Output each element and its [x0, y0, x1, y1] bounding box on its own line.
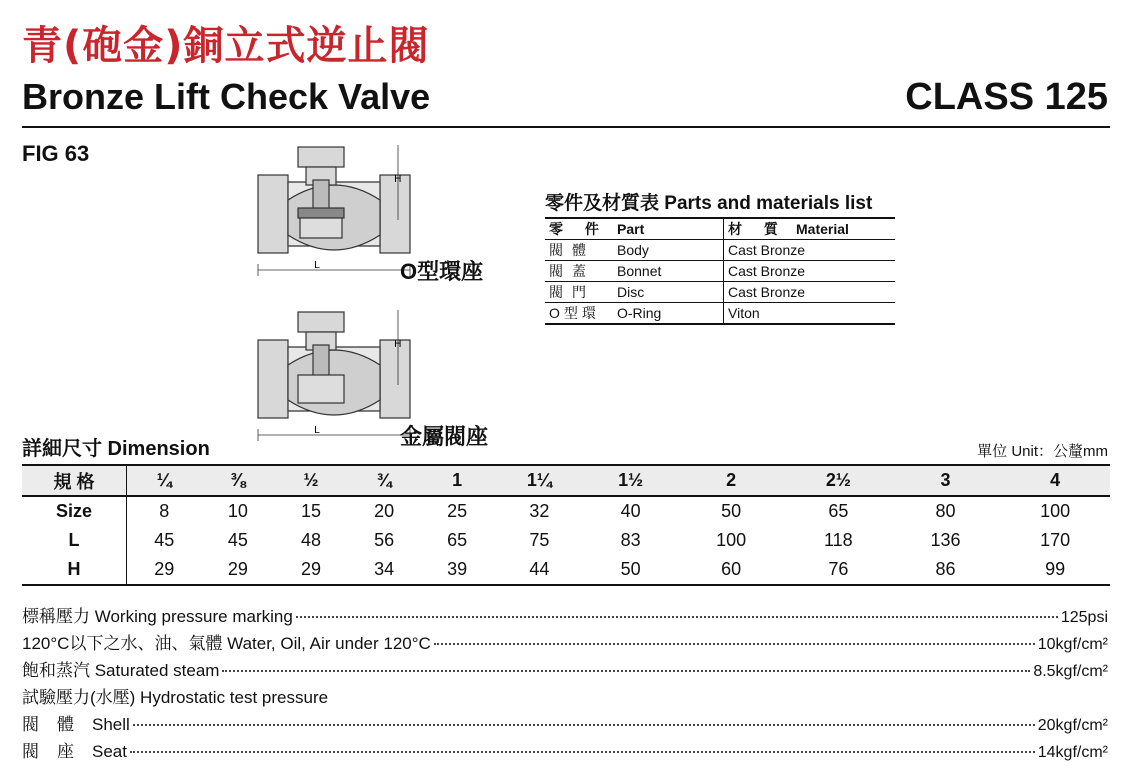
material-cell: Cast Bronze	[724, 282, 896, 303]
spec-value: 14kgf/cm²	[1037, 744, 1108, 761]
size-inch: 1¼	[494, 465, 585, 496]
spec-header: 規 格	[22, 465, 127, 496]
dimension-cell: 29	[127, 555, 202, 585]
dim-h-label: H	[394, 339, 402, 350]
dimension-row-size	[22, 496, 1110, 526]
spec-saturated-steam	[22, 656, 1108, 681]
spec-value: 125psi	[1060, 609, 1108, 626]
dimension-cell: 48	[301, 530, 322, 550]
spec-label: Seat	[92, 742, 127, 761]
material-cell: Cast Bronze	[724, 261, 896, 282]
header-rule	[22, 126, 1110, 128]
dimension-cell: 50	[585, 555, 676, 585]
dimension-cell: 56	[374, 530, 395, 550]
dimension-table	[22, 464, 1110, 586]
dimension-cell: 118	[823, 530, 853, 550]
parts-row	[545, 282, 895, 303]
dimension-cell: 10	[227, 501, 248, 521]
spec-water-oil-air	[22, 629, 1108, 654]
leader-dots	[434, 643, 1035, 645]
size-inch: ½	[274, 465, 347, 496]
leader-dots	[222, 670, 1030, 672]
dimension-cell: 34	[348, 555, 421, 585]
title-chinese: 青(砲金)銅立式逆止閥	[22, 23, 430, 69]
parts-row	[545, 240, 895, 261]
valve-drawing-oring	[250, 140, 420, 295]
size-inch: 2½	[786, 465, 891, 496]
spec-hydrostatic-test	[22, 683, 1108, 708]
dimension-cell: 29	[274, 555, 347, 585]
part-cell: O型環 O-Ring	[545, 303, 724, 325]
dimension-cell: 75	[529, 530, 550, 550]
row-label: L	[22, 526, 127, 555]
dimension-cell: 39	[421, 555, 494, 585]
dimension-cell: 60	[676, 555, 786, 585]
unit-label: 單位 Unit：公釐mm	[977, 443, 1108, 460]
leader-dots	[133, 724, 1035, 726]
size-inch: 3	[891, 465, 1001, 496]
size-inch: 4	[1000, 465, 1110, 496]
material-header: 材 質 Material	[724, 219, 896, 240]
dimension-cell: 45	[227, 530, 248, 550]
dimension-cell: 65	[447, 530, 468, 550]
metal-seat-label: 金屬閥座	[400, 424, 489, 449]
dimension-header-row	[22, 465, 1110, 496]
dimension-cell: 80	[935, 501, 956, 521]
size-inch: 2	[676, 465, 786, 496]
spec-value: 10kgf/cm²	[1037, 636, 1108, 653]
part-cell: 閥蓋 Bonnet	[545, 261, 724, 282]
dimension-cell: 8	[159, 501, 170, 521]
size-inch: 1½	[585, 465, 676, 496]
dimension-cell: 76	[786, 555, 891, 585]
spec-label: Shell	[92, 715, 130, 734]
part-header: 零 件 Part	[545, 219, 724, 240]
dimension-cell: 100	[716, 530, 747, 550]
dimension-cell: 170	[1040, 530, 1071, 550]
dimension-cell: 86	[891, 555, 1001, 585]
dimension-cell: 99	[1000, 555, 1110, 585]
valve-drawing-metal	[250, 305, 420, 460]
dimension-row-h	[22, 555, 1110, 585]
size-inch: 1	[421, 465, 494, 496]
parts-header-row	[545, 219, 895, 240]
dimension-row-l	[22, 526, 1110, 555]
parts-row	[545, 261, 895, 282]
dimension-label: 詳細尺寸 Dimension	[22, 438, 210, 460]
dimension-cell: 20	[374, 501, 395, 521]
parts-table-title: 零件及材質表 Parts and materials list	[545, 188, 895, 219]
dim-l-label: L	[314, 425, 320, 436]
spec-value: 20kgf/cm²	[1037, 717, 1108, 734]
size-inch: ¼	[127, 465, 202, 496]
dimension-cell: 32	[529, 501, 550, 521]
parts-materials-table	[545, 188, 895, 325]
spec-label: 120°C以下之水、油、氣體 Water, Oil, Air under 120°C	[22, 634, 431, 653]
figure-number: FIG 63	[22, 141, 90, 166]
dimension-cell: 83	[620, 530, 641, 550]
spec-working-pressure	[22, 602, 1108, 627]
material-cell: Cast Bronze	[724, 240, 896, 261]
spec-value: 8.5kgf/cm²	[1033, 663, 1108, 680]
dimension-cell: 136	[930, 530, 961, 550]
spec-sub-zh: 閥座	[22, 742, 92, 761]
dimension-cell: 65	[828, 501, 849, 521]
spec-sub-zh: 閥體	[22, 715, 92, 734]
part-cell: 閥體 Body	[545, 240, 724, 261]
spec-seat	[22, 737, 1108, 762]
parts-row	[545, 303, 895, 325]
dim-h-label: H	[394, 174, 402, 185]
spec-label: 試驗壓力(水壓) Hydrostatic test pressure	[22, 688, 329, 707]
dimension-cell: 25	[447, 501, 468, 521]
dimension-cell: 45	[154, 530, 175, 550]
row-label: Size	[22, 496, 127, 526]
spec-label: 飽和蒸汽 Saturated steam	[22, 661, 220, 680]
dimension-cell: 15	[301, 501, 322, 521]
row-label: H	[22, 555, 127, 585]
part-cell: 閥門 Disc	[545, 282, 724, 303]
dimension-cell: 44	[494, 555, 585, 585]
dim-l-label: L	[314, 260, 320, 271]
class-label: CLASS 125	[905, 76, 1108, 118]
title-english: Bronze Lift Check Valve	[22, 76, 431, 117]
spec-shell	[22, 710, 1108, 735]
leader-dots	[296, 616, 1058, 618]
parts-table	[545, 219, 895, 325]
dimension-cell: 29	[201, 555, 274, 585]
size-inch: ¾	[348, 465, 421, 496]
dimension-cell: 40	[620, 501, 641, 521]
material-cell: Viton	[724, 303, 896, 325]
oring-seat-label: O型環座	[400, 259, 484, 284]
dimension-cell: 100	[1040, 501, 1071, 521]
spec-label: 標稱壓力 Working pressure marking	[22, 607, 293, 626]
leader-dots	[130, 751, 1035, 753]
size-inch: ⅜	[201, 465, 274, 496]
dimension-cell: 50	[721, 501, 742, 521]
